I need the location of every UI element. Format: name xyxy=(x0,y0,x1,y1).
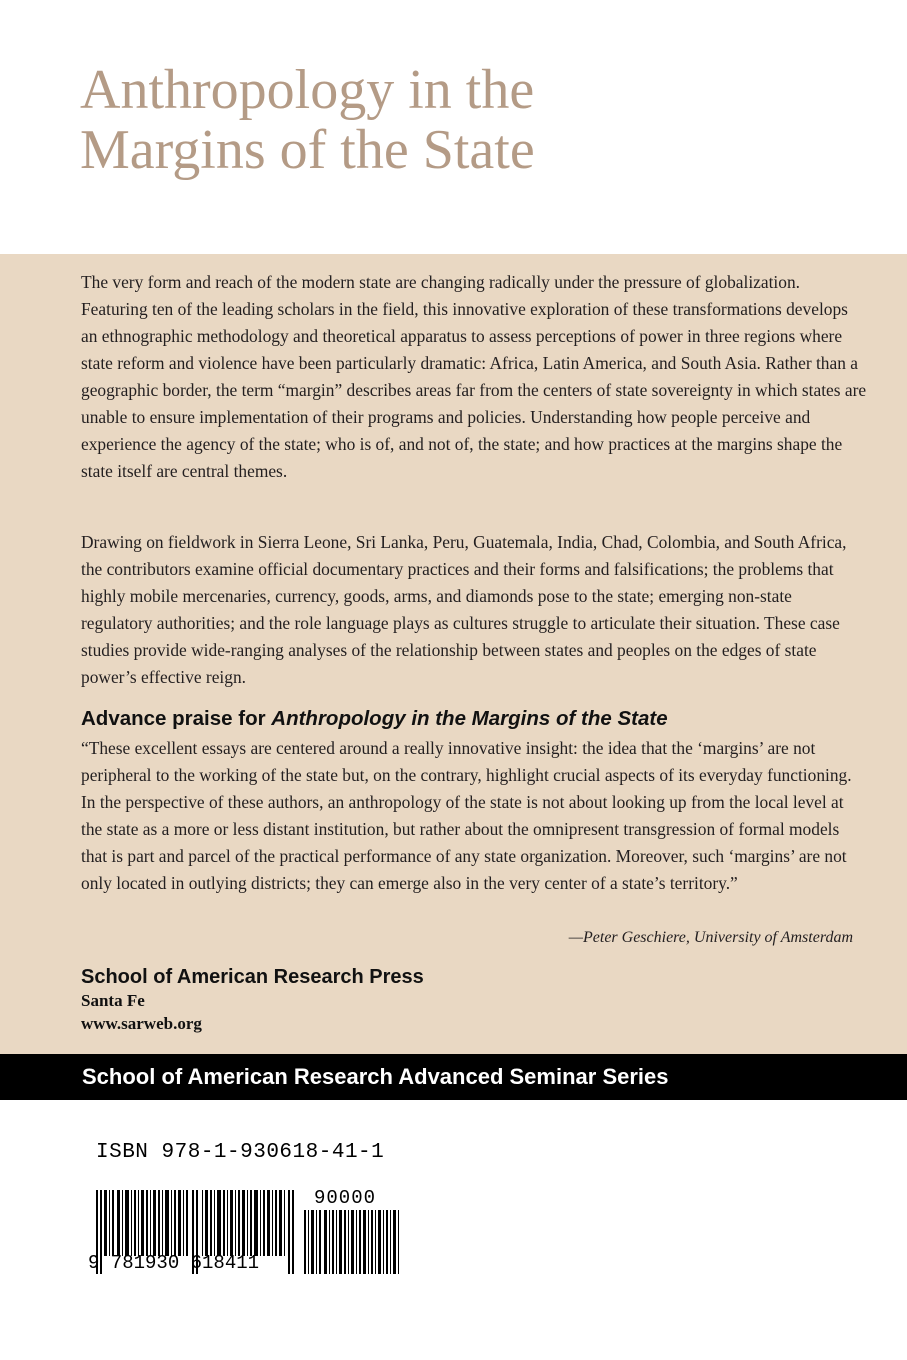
praise-heading xyxy=(81,705,871,733)
praise-attribution: —Peter Geschiere, University of Amsterdam xyxy=(568,929,853,946)
price-code: 90000 xyxy=(314,1187,377,1209)
series-name: School of American Research Advanced Seminar Series xyxy=(82,1064,669,1089)
description-paragraph-1: The very form and reach of the modern state are changing radically under the pressure of globalization. Featuring ten of the leading scholars in the field, this innovative exploration of these transformations develops an ethnographic methodology and theoretical apparatus to assess perceptions of power in three regions where state reform and violence have been particularly dramatic: Africa, Latin America, and South Asia. Rather than a geographic border, the term “margin” describes areas far from the centers of state sovereignty in which states are unable to ensure implementation of their programs and policies. Understanding how people perceive and experience the agency of the state; who is of, and not of, the state; and how practices at the margins shape the state itself are central themes. xyxy=(81,272,867,481)
isbn-label: ISBN 978-1-930618-41-1 xyxy=(96,1141,385,1164)
praise-heading-book-title: Anthropology in the Margins of the State xyxy=(271,707,668,730)
book-title-line-1: Anthropology in the xyxy=(80,59,535,121)
publisher-name: School of American Research Press xyxy=(81,966,424,988)
book-title xyxy=(80,60,880,180)
publisher-city: Santa Fe xyxy=(81,991,145,1010)
publisher-website: www.sarweb.org xyxy=(81,1014,202,1033)
praise-quote: “These excellent essays are centered around a really innovative insight: the idea that the ‘margins’ are not peripheral to the working of the state but, on the contrary, highlight crucial aspects of its everyday functioning. In the perspective of these authors, an anthropology of the state is not about looking up from the local level at the state as a more or less distant institution, but rather about the omnipresent transgression of formal models that is part and parcel of the practical performance of any state organization. Moreover, such ‘margins’ are not only located in outlying districts; they can emerge also in the very center of a state’s territory.” xyxy=(81,738,852,893)
barcode-digits: 9 781930 618411 xyxy=(88,1252,260,1274)
book-title-line-2: Margins of the State xyxy=(80,119,535,181)
barcode xyxy=(88,1182,408,1282)
praise-heading-prefix: Advance praise for xyxy=(81,707,272,730)
description-paragraph-2: Drawing on fieldwork in Sierra Leone, Sri Lanka, Peru, Guatemala, India, Chad, Colombia, and South Africa, the contributors examine official documentary practices and their forms and falsifications; the problems that highly mobile mercenaries, currency, goods, arms, and diamonds pose to the state; emerging non-state regulatory authorities; and the role language plays as cultures struggle to articulate their situation. These case studies provide wide-ranging analyses of the relationship between states and peoples on the edges of state power’s effective reign. xyxy=(81,532,847,687)
